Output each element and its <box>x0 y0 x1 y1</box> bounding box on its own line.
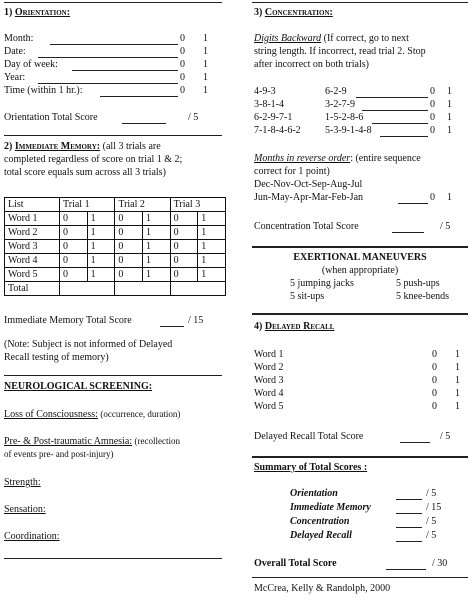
digit-trial-a: 4-9-3 <box>254 86 276 97</box>
divider <box>252 313 468 315</box>
concentration-title: Concentration: <box>264 7 333 18</box>
score-one[interactable]: 1 <box>447 112 452 123</box>
total-line[interactable] <box>396 527 422 528</box>
recall-item: Word 2 <box>254 362 284 373</box>
score-zero[interactable]: 0 <box>180 59 185 70</box>
digit-trial-b: 6-2-9 <box>325 86 347 97</box>
score-zero[interactable]: 0 <box>180 46 185 57</box>
score-one[interactable]: 1 <box>203 33 208 44</box>
total-max: / 5 <box>440 431 451 442</box>
pta-item: Pre- & Post-traumatic Amnesia: (recollection <box>4 436 181 447</box>
recall-item: Word 5 <box>254 401 284 412</box>
answer-line[interactable] <box>372 123 428 124</box>
strength-label: Strength: <box>4 477 41 488</box>
col-header: Trial 2 <box>115 198 170 212</box>
orientation-heading <box>4 7 70 19</box>
score-zero[interactable]: 0 <box>430 99 435 110</box>
score-one[interactable]: 1 <box>455 349 460 360</box>
memory-desc: completed regardless of score on trial 1 & 2; <box>4 154 183 165</box>
summary-max: / 5 <box>426 516 437 527</box>
score-zero[interactable]: 0 <box>430 86 435 97</box>
concentration-total: Concentration Total Score <box>254 221 359 232</box>
total-line[interactable] <box>396 513 422 514</box>
answer-line[interactable] <box>380 136 428 137</box>
score-one[interactable]: 1 <box>203 59 208 70</box>
summary-label: Immediate Memory <box>290 502 371 513</box>
score-zero[interactable]: 0 <box>430 192 435 203</box>
recall-title: Delayed Recall <box>264 321 335 332</box>
months-sequence: Dec-Nov-Oct-Sep-Aug-Jul <box>254 179 363 190</box>
digit-trial-a: 3-8-1-4 <box>254 99 284 110</box>
orientation-title: Orientation: <box>14 7 71 18</box>
summary-heading: Summary of Total Scores : <box>254 462 368 473</box>
exertional-item: 5 push-ups <box>396 278 440 289</box>
orientation-item: Year: <box>4 72 26 83</box>
answer-line[interactable] <box>100 96 178 97</box>
score-zero[interactable]: 0 <box>432 401 437 412</box>
score-one[interactable]: 1 <box>447 125 452 136</box>
total-line[interactable] <box>396 541 422 542</box>
total-max: / 5 <box>188 112 199 123</box>
summary-label: Delayed Recall <box>290 530 352 541</box>
answer-line[interactable] <box>38 57 178 58</box>
table-row: Word 1 0 1 0 1 0 1 <box>5 212 226 226</box>
score-one[interactable]: 1 <box>447 99 452 110</box>
recall-total: Delayed Recall Total Score <box>254 431 364 442</box>
digits-desc: after incorrect on both trials) <box>254 59 369 70</box>
score-zero[interactable]: 0 <box>432 375 437 386</box>
months-instructions: Months in reverse order: (entire sequence <box>254 153 421 164</box>
table-header-row <box>5 198 226 212</box>
table-row: Word 4 0 1 0 1 0 1 <box>5 254 226 268</box>
score-zero[interactable]: 0 <box>432 388 437 399</box>
memory-note: Recall testing of memory) <box>4 352 109 363</box>
orientation-total: Orientation Total Score <box>4 112 98 123</box>
answer-line[interactable] <box>72 70 178 71</box>
recall-item: Word 1 <box>254 349 284 360</box>
divider <box>252 246 468 248</box>
score-one[interactable]: 1 <box>455 388 460 399</box>
total-line[interactable] <box>396 499 422 500</box>
answer-line[interactable] <box>362 110 428 111</box>
sensation-label: Sensation: <box>4 504 46 515</box>
total-line[interactable] <box>160 326 184 327</box>
score-zero[interactable]: 0 <box>180 33 185 44</box>
memory-title: Immediate Memory: <box>14 141 101 152</box>
memory-note: (Note: Subject is not informed of Delayed <box>4 339 173 350</box>
total-line[interactable] <box>392 232 424 233</box>
score-one[interactable]: 1 <box>203 46 208 57</box>
recall-heading: 4) Delayed Recall <box>254 321 335 332</box>
score-one[interactable]: 1 <box>203 72 208 83</box>
divider <box>4 135 222 136</box>
digit-trial-a: 7-1-8-4-6-2 <box>254 125 301 136</box>
exertional-sub: (when appropriate) <box>321 265 399 276</box>
answer-line[interactable] <box>50 44 178 45</box>
answer-line[interactable] <box>398 203 428 204</box>
total-max: / 15 <box>188 315 204 326</box>
score-zero[interactable]: 0 <box>180 72 185 83</box>
score-zero[interactable]: 0 <box>432 349 437 360</box>
orientation-item: Month: <box>4 33 34 44</box>
divider <box>252 577 468 578</box>
score-one[interactable]: 1 <box>455 375 460 386</box>
overall-total-max: / 30 <box>432 558 448 569</box>
digit-trial-b: 3-2-7-9 <box>325 99 355 110</box>
orientation-num: 1) <box>4 7 13 18</box>
summary-max: / 15 <box>426 502 442 513</box>
memory-desc: total score equals sum across all 3 trials) <box>4 167 166 178</box>
score-one[interactable]: 1 <box>455 401 460 412</box>
digit-trial-b: 1-5-2-8-6 <box>325 112 364 123</box>
bottom-rule-left <box>4 558 222 559</box>
top-rule-right <box>252 2 468 3</box>
divider <box>4 375 222 376</box>
summary-label: Concentration <box>290 516 350 527</box>
col-header: Trial 1 <box>60 198 115 212</box>
digit-trial-a: 6-2-9-7-1 <box>254 112 293 123</box>
exertional-item: 5 jumping jacks <box>290 278 354 289</box>
memory-table <box>4 197 226 296</box>
divider <box>252 456 468 458</box>
score-one[interactable]: 1 <box>447 192 452 203</box>
top-rule-left <box>4 2 222 3</box>
score-one[interactable]: 1 <box>447 86 452 97</box>
months-desc: correct for 1 point) <box>254 166 330 177</box>
concentration-heading: 3) Concentration: <box>254 7 333 18</box>
total-line[interactable] <box>122 123 166 124</box>
overall-total-label: Overall Total Score <box>254 558 337 569</box>
loc-item: Loss of Consciousness: (occurrence, duration) <box>4 409 181 420</box>
score-zero[interactable]: 0 <box>180 85 185 96</box>
recall-item: Word 4 <box>254 388 284 399</box>
memory-total: Immediate Memory Total Score <box>4 315 132 326</box>
answer-line[interactable] <box>356 97 428 98</box>
digits-instructions: Digits Backward (If correct, go to next <box>254 33 409 44</box>
pta-desc: of events pre- and post-injury) <box>4 449 114 459</box>
orientation-item: Time (within 1 hr.): <box>4 85 83 96</box>
table-row: Word 3 0 1 0 1 0 1 <box>5 240 226 254</box>
score-one[interactable]: 1 <box>203 85 208 96</box>
coordination-label: Coordination: <box>4 531 60 542</box>
table-row: Word 5 0 1 0 1 0 1 <box>5 268 226 282</box>
exertional-heading: EXERTIONAL MANEUVERS <box>293 252 427 263</box>
summary-max: / 5 <box>426 530 437 541</box>
exertional-item: 5 sit-ups <box>290 291 325 302</box>
score-zero[interactable]: 0 <box>430 112 435 123</box>
citation: McCrea, Kelly & Randolph, 2000 <box>254 583 391 594</box>
summary-label: Orientation <box>290 488 338 499</box>
orientation-item: Date: <box>4 46 26 57</box>
score-zero[interactable]: 0 <box>430 125 435 136</box>
answer-line[interactable] <box>38 83 178 84</box>
score-zero[interactable]: 0 <box>432 362 437 373</box>
digit-trial-b: 5-3-9-1-4-8 <box>325 125 372 136</box>
table-total-row: Total <box>5 282 226 296</box>
total-max: / 5 <box>440 221 451 232</box>
summary-max: / 5 <box>426 488 437 499</box>
table-row: Word 2 0 1 0 1 0 1 <box>5 226 226 240</box>
neuro-heading: NEUROLOGICAL SCREENING: <box>4 381 153 392</box>
digits-desc: string length. If incorrect, read trial 2. Stop <box>254 46 426 57</box>
memory-heading: 2) Immediate Memory: (all 3 trials are <box>4 141 161 152</box>
orientation-item: Day of week: <box>4 59 58 70</box>
total-line[interactable] <box>386 569 426 570</box>
months-sequence: Jun-May-Apr-Mar-Feb-Jan <box>254 192 364 203</box>
col-header: List <box>5 198 60 212</box>
recall-item: Word 3 <box>254 375 284 386</box>
score-one[interactable]: 1 <box>455 362 460 373</box>
col-header: Trial 3 <box>170 198 225 212</box>
total-line[interactable] <box>400 442 430 443</box>
exertional-item: 5 knee-bends <box>396 291 450 302</box>
